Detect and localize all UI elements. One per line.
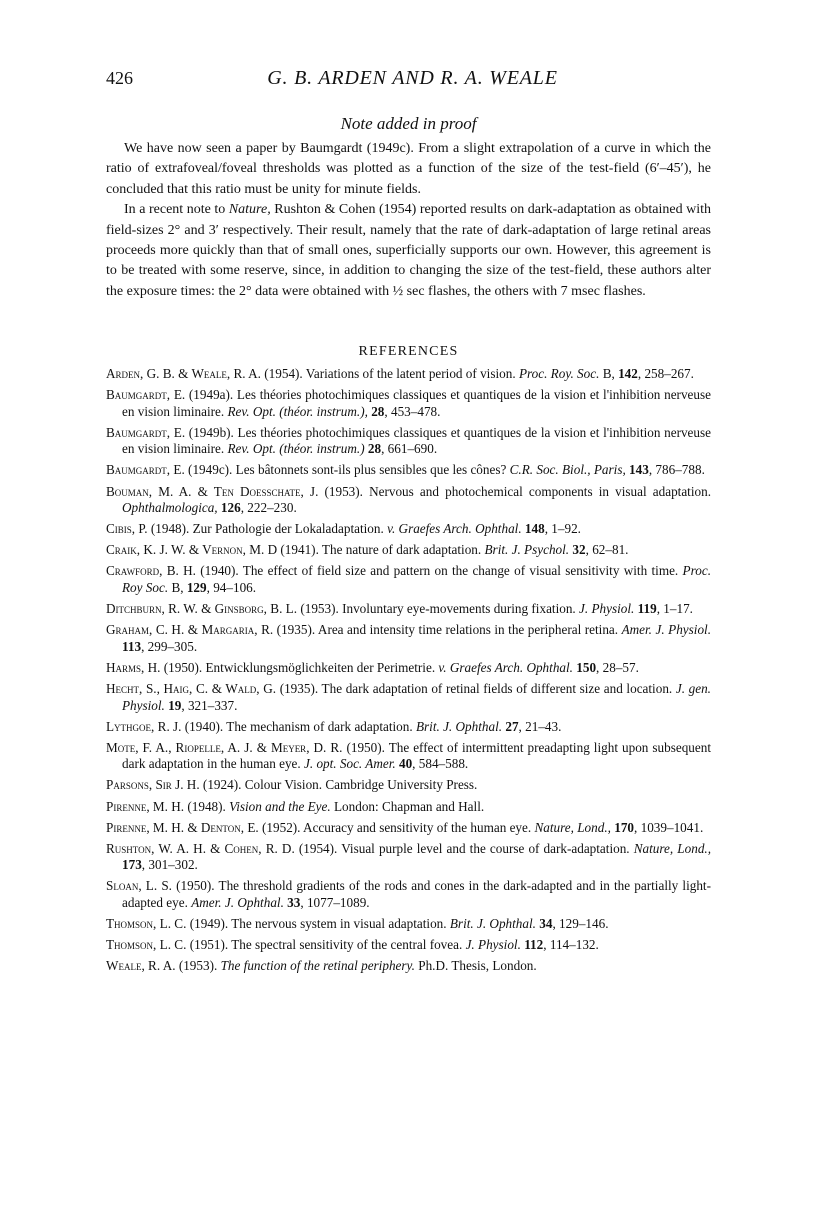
reference-item: [106, 878, 711, 911]
reference-volume: 19: [168, 697, 182, 713]
running-head-authors: G. B. ARDEN AND R. A. WEALE: [267, 67, 558, 89]
reference-item: [106, 841, 711, 874]
reference-journal: Brit. J. Ophthal.: [449, 916, 536, 932]
reference-item: [106, 462, 711, 479]
reference-volume: 28: [367, 441, 382, 457]
reference-author: Baumgardt, E.: [106, 387, 186, 403]
reference-item: [106, 937, 711, 954]
reference-item: [106, 484, 711, 517]
reference-item: [106, 777, 711, 794]
reference-item: [106, 542, 711, 559]
note-title: Note added in proof: [340, 114, 477, 133]
reference-pages: , 222–230.: [240, 500, 297, 516]
reference-journal: J. opt. Soc. Amer.: [304, 756, 396, 772]
reference-journal: Ophthalmologica,: [122, 500, 218, 516]
reference-text: (1950). The threshold gradients of the rods and cones in the dark-adapted and in the partially light-adapted eye.: [122, 878, 711, 911]
reference-volume: 28: [371, 403, 385, 419]
reference-pages: , 661–690.: [381, 441, 438, 457]
reference-volume: 33: [287, 895, 301, 911]
reference-volume: 27: [505, 718, 519, 734]
reference-text: (1941). The nature of dark adaptation.: [277, 542, 485, 558]
reference-volume: 112: [524, 937, 544, 953]
reference-text: (1951). The spectral sensitivity of the central fovea.: [186, 937, 466, 953]
reference-author: Pirenne, M. H. & Denton, E.: [106, 819, 259, 835]
reference-item: [106, 563, 711, 596]
reference-volume: 148: [524, 521, 545, 537]
reference-volume: 40: [398, 756, 413, 772]
reference-text: (1953). Nervous and photochemical components in visual adaptation.: [318, 483, 711, 499]
reference-item: [106, 958, 711, 975]
reference-author: Graham, C. H. & Margaria, R.: [106, 622, 274, 638]
reference-pages: , 28–57.: [596, 659, 639, 675]
reference-pages: , 786–788.: [648, 462, 705, 478]
reference-pages: , 258–267.: [637, 366, 694, 381]
reference-author: Craik, K. J. W. & Vernon, M. D: [106, 542, 278, 558]
reference-author: Crawford, B. H.: [106, 563, 196, 579]
reference-text: Ph.D. Thesis, London.: [414, 958, 537, 974]
reference-journal: C.R. Soc. Biol., Paris,: [509, 462, 626, 478]
reference-text: (1940). The mechanism of dark adaptation.: [181, 718, 416, 734]
reference-text: (1952). Accuracy and sensitivity of the human eye.: [258, 819, 535, 835]
reference-author: Weale, R. A.: [106, 958, 176, 974]
reference-author: Harms, H.: [106, 659, 161, 675]
reference-volume: 129: [186, 580, 207, 596]
reference-item: [106, 660, 711, 677]
note-body: [106, 139, 711, 302]
reference-author: Rushton, W. A. H. & Cohen, R. D.: [106, 840, 295, 856]
reference-item: [106, 601, 711, 618]
reference-text: (1953).: [175, 958, 221, 974]
reference-pages: , 1–17.: [656, 601, 693, 617]
reference-item: [106, 622, 711, 655]
references-title: REFERENCES: [358, 344, 459, 359]
reference-author: Baumgardt, E.: [106, 424, 186, 440]
reference-text: (1949b). Les théories photochimiques classiques et quantiques de la vision et l'inhibition nerveuse en vision liminaire.: [122, 424, 711, 457]
reference-volume: 170: [614, 819, 635, 835]
reference-volume: 150: [576, 659, 597, 675]
reference-pages: , 1039–1041.: [634, 819, 704, 835]
reference-item: [106, 681, 711, 714]
reference-journal: Rev. Opt. (théor. instrum.): [227, 441, 365, 457]
reference-text: (1935). The dark adaptation of retinal fields of different size and location.: [276, 681, 676, 696]
running-head: [106, 66, 711, 96]
reference-author: Cibis, P.: [106, 521, 148, 537]
reference-journal: Brit. J. Psychol.: [484, 542, 570, 558]
reference-volume: 119: [637, 601, 657, 617]
note-paragraph: We have now seen a paper by Baumgardt (1949c). From a slight extrapolation of a curve in which the ratio of extrafoveal/foveal thresholds was plotted as a function of the size of the test-field (6′–45′), he concluded that this ratio must be unity for minute fields.: [106, 141, 711, 197]
references-list: [106, 366, 711, 979]
reference-item: [106, 387, 711, 420]
reference-item: [106, 366, 711, 383]
reference-volume: 142: [618, 366, 638, 381]
reference-text: (1935). Area and intensity time relations in the peripheral retina.: [273, 622, 622, 638]
reference-item: [106, 521, 711, 538]
note-text: Rushton & Cohen (1954) reported results on dark-adaptation as obtained with field-sizes 2° and 3′ respectively. Their result, namely that the rate of dark-adaptation of large retinal areas proceeds more quickly than that of small ones, superficially supports our own. However, this agreement is to be treated with some reserve, since, in addition to changing the size of the test-field, these authors alter the exposure times: the 2° data were obtained with ½ sec flashes, the others with 7 msec flashes.: [106, 202, 712, 299]
reference-item: [106, 740, 711, 773]
reference-volume: 34: [539, 916, 553, 932]
reference-volume: 173: [122, 857, 142, 873]
reference-text: (1950). The effect of intermittent preadapting light upon subsequent dark adaptation in the human eye.: [122, 739, 711, 772]
reference-journal: Proc. Roy Soc.: [122, 563, 711, 596]
reference-text: (1924).: [199, 777, 245, 793]
reference-journal: v. Graefes Arch. Ophthal.: [438, 659, 573, 675]
reference-author: Bouman, M. A. & Ten Doesschate, J.: [106, 483, 319, 499]
reference-author: Baumgardt, E.: [106, 462, 185, 478]
reference-item: [106, 425, 711, 458]
reference-text: Colour Vision. Cambridge University Press.: [244, 777, 478, 793]
reference-journal: J. Physiol.: [579, 601, 635, 617]
reference-volume: 32: [572, 542, 586, 558]
reference-item: [106, 719, 711, 736]
reference-pages: , 129–146.: [552, 916, 609, 932]
reference-volume: 126: [220, 500, 241, 516]
reference-author: Ditchburn, R. W. & Ginsborg, B. L.: [106, 601, 298, 617]
reference-author: Arden, G. B. & Weale, R. A.: [106, 366, 261, 381]
reference-text: B,: [168, 580, 187, 596]
reference-item: [106, 916, 711, 933]
reference-text: (1949c). Les bâtonnets sont-ils plus sensibles que les cônes?: [184, 462, 510, 478]
reference-text: (1954). Variations of the latent period of vision.: [260, 366, 519, 381]
reference-text: (1940). The effect of field size and pattern on the change of visual sensitivity with time.: [195, 563, 683, 579]
reference-text: B,: [599, 366, 619, 381]
reference-volume: 113: [122, 638, 142, 654]
reference-author: Lythgoe, R. J.: [106, 718, 182, 734]
reference-pages: , 453–478.: [384, 403, 441, 419]
reference-journal: J. gen. Physiol.: [122, 681, 711, 713]
reference-journal: Amer. J. Physiol.: [621, 622, 711, 638]
note-text: In a recent note to: [124, 202, 229, 218]
reference-text: (1949). The nervous system in visual adaptation.: [186, 916, 450, 932]
reference-volume: 143: [629, 462, 649, 478]
reference-item: [106, 820, 711, 837]
reference-author: Sloan, L. S.: [106, 878, 172, 894]
reference-pages: , 301–302.: [141, 857, 198, 873]
reference-pages: , 94–106.: [206, 580, 257, 596]
reference-journal: Brit. J. Ophthal.: [415, 718, 503, 734]
note-journal: Nature,: [228, 202, 271, 218]
reference-journal: J. Physiol.: [465, 937, 521, 953]
reference-author: Mote, F. A., Riopelle, A. J. & Meyer, D. R.: [106, 739, 343, 755]
reference-item: [106, 799, 711, 816]
reference-journal: Vision and the Eye.: [229, 798, 331, 814]
reference-author: Thomson, L. C.: [106, 916, 187, 932]
note-paragraph: [106, 200, 711, 302]
reference-text: (1949a). Les théories photochimiques classiques et quantiques de la vision et l'inhibition nerveuse en vision liminaire.: [122, 387, 711, 419]
reference-journal: Rev. Opt. (théor. instrum.),: [227, 403, 368, 419]
reference-author: Hecht, S., Haig, C. & Wald, G.: [106, 681, 277, 696]
reference-text: (1954). Visual purple level and the course of dark-adaptation.: [294, 840, 634, 856]
reference-pages: , 584–588.: [412, 756, 469, 772]
reference-pages: , 1077–1089.: [300, 895, 370, 911]
reference-text: (1948).: [184, 798, 230, 814]
reference-journal: Nature, Lond.,: [633, 840, 712, 856]
reference-journal: Nature, Lond.,: [534, 819, 611, 835]
reference-pages: , 299–305.: [141, 638, 198, 654]
reference-pages: , 321–337.: [181, 697, 238, 713]
reference-text: (1948). Zur Pathologie der Lokaladaptation.: [147, 521, 388, 537]
reference-journal: v. Graefes Arch. Ophthal.: [387, 521, 522, 537]
reference-author: Pirenne, M. H.: [106, 798, 185, 814]
reference-journal: Proc. Roy. Soc.: [518, 366, 600, 381]
reference-pages: , 114–132.: [543, 937, 599, 953]
reference-text: (1953). Involuntary eye-movements during fixation.: [297, 601, 580, 617]
reference-text: London: Chapman and Hall.: [330, 798, 485, 814]
reference-author: Parsons, Sir J. H.: [106, 777, 200, 793]
page-number: 426: [106, 68, 133, 88]
reference-journal: Amer. J. Ophthal.: [191, 895, 284, 911]
reference-pages: , 21–43.: [518, 718, 562, 734]
reference-pages: , 1–92.: [544, 521, 581, 537]
reference-pages: , 62–81.: [585, 542, 629, 558]
reference-author: Thomson, L. C.: [106, 937, 187, 953]
reference-text: (1950). Entwicklungsmöglichkeiten der Perimetrie.: [160, 659, 439, 675]
reference-journal: The function of the retinal periphery.: [220, 958, 415, 974]
